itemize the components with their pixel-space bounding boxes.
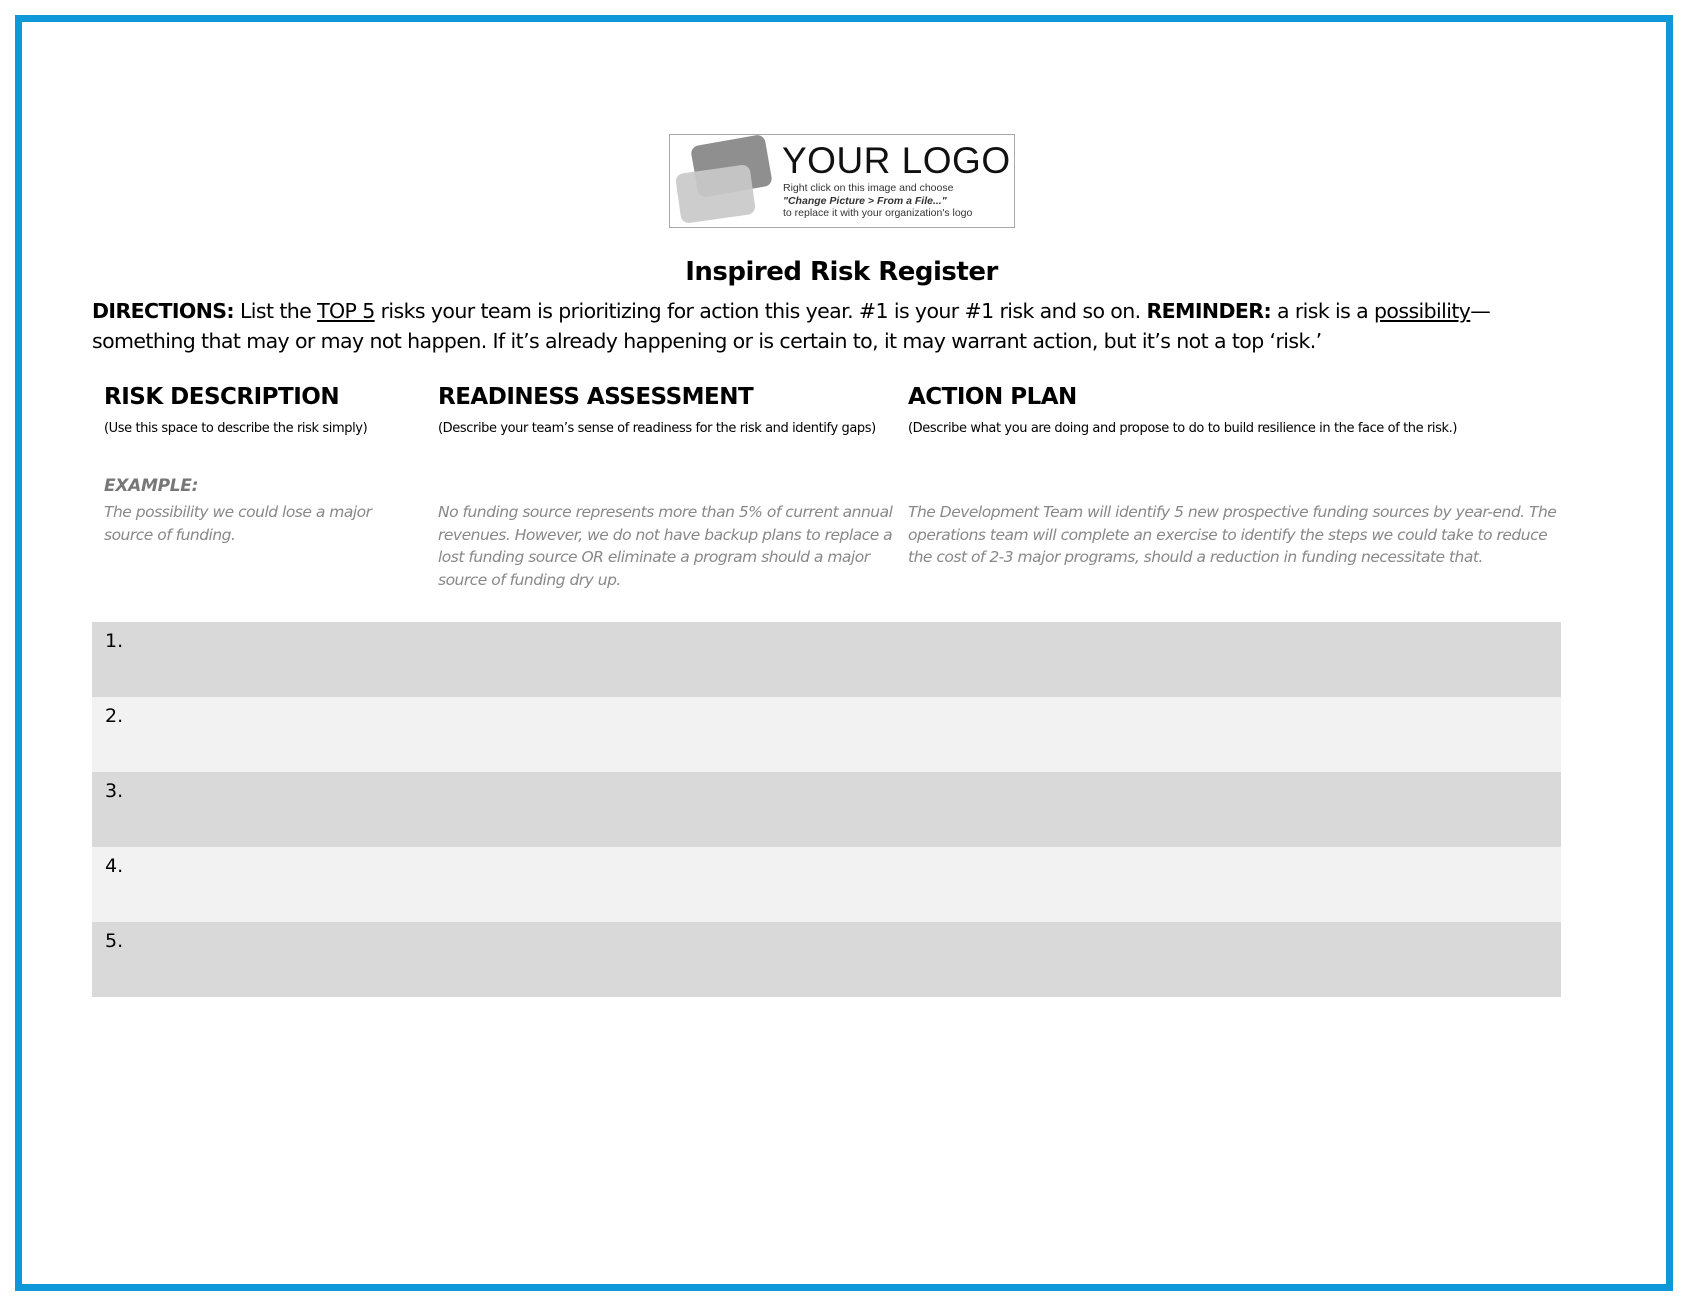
risk-row-2[interactable] (92, 697, 1561, 772)
possibility-emphasis: possibility (1374, 299, 1471, 323)
example-risk-description: The possibility we could lose a major source of funding. (104, 503, 372, 544)
logo-instruction-line: Right click on this image and choose (783, 182, 954, 194)
directions-text: a risk is a (1271, 299, 1375, 323)
logo-instructions (783, 182, 972, 220)
page-title: Inspired Risk Register (685, 257, 998, 287)
risk-row-5[interactable] (92, 922, 1561, 997)
directions-label: DIRECTIONS: (92, 299, 235, 323)
column-subtitle-readiness: (Describe your team’s sense of readiness for the risk and identify gaps) (438, 421, 876, 436)
example-readiness: No funding source represents more than 5% of current annual revenues. However, we do not have backup plans to replace a lost funding source OR eliminate a program should a major source of funding dry up. (438, 503, 893, 590)
risk-row-3[interactable] (92, 772, 1561, 847)
row-number: 5. (105, 930, 124, 952)
row-number: 3. (105, 780, 124, 802)
top5-emphasis: TOP 5 (317, 299, 375, 323)
logo-instruction-line: to replace it with your organization's logo (783, 207, 973, 219)
risk-row-1[interactable] (92, 622, 1561, 697)
column-subtitle-action-plan: (Describe what you are doing and propose to do to build resilience in the face of the risk.) (908, 421, 1458, 436)
example-action-plan: The Development Team will identify 5 new prospective funding sources by year-end. The operations team will complete an exercise to identify the steps we could take to reduce the cost of 2-3 major programs, should a reduction in funding necessitate that. (908, 503, 1557, 567)
logo-placeholder[interactable] (669, 134, 1015, 228)
risk-table (92, 622, 1561, 997)
logo-text: YOUR LOGO (782, 140, 1011, 181)
directions-text: risks your team is prioritizing for action this year. #1 is your #1 risk and so on. (374, 299, 1147, 323)
directions-text: List the (234, 299, 318, 323)
column-subtitle-risk-description: (Use this space to describe the risk simply) (104, 421, 368, 436)
directions-paragraph (92, 296, 1562, 356)
example-label: EXAMPLE: (104, 476, 199, 496)
risk-row-4[interactable] (92, 847, 1561, 922)
logo-instruction-line: "Change Picture > From a File..." (783, 194, 947, 207)
column-heading-readiness: READINESS ASSESSMENT (438, 384, 754, 410)
directions-text: — something that may or may not happen. If it’s already happening or is certain to, it may warrant action, but it’s not a top ‘risk.’ (92, 299, 1491, 353)
logo-shape-light (675, 164, 756, 224)
row-number: 4. (105, 855, 124, 877)
reminder-label: REMINDER: (1146, 299, 1272, 323)
row-number: 1. (105, 630, 124, 652)
row-number: 2. (105, 705, 124, 727)
column-heading-risk-description: RISK DESCRIPTION (104, 384, 340, 410)
column-heading-action-plan: ACTION PLAN (908, 384, 1077, 410)
